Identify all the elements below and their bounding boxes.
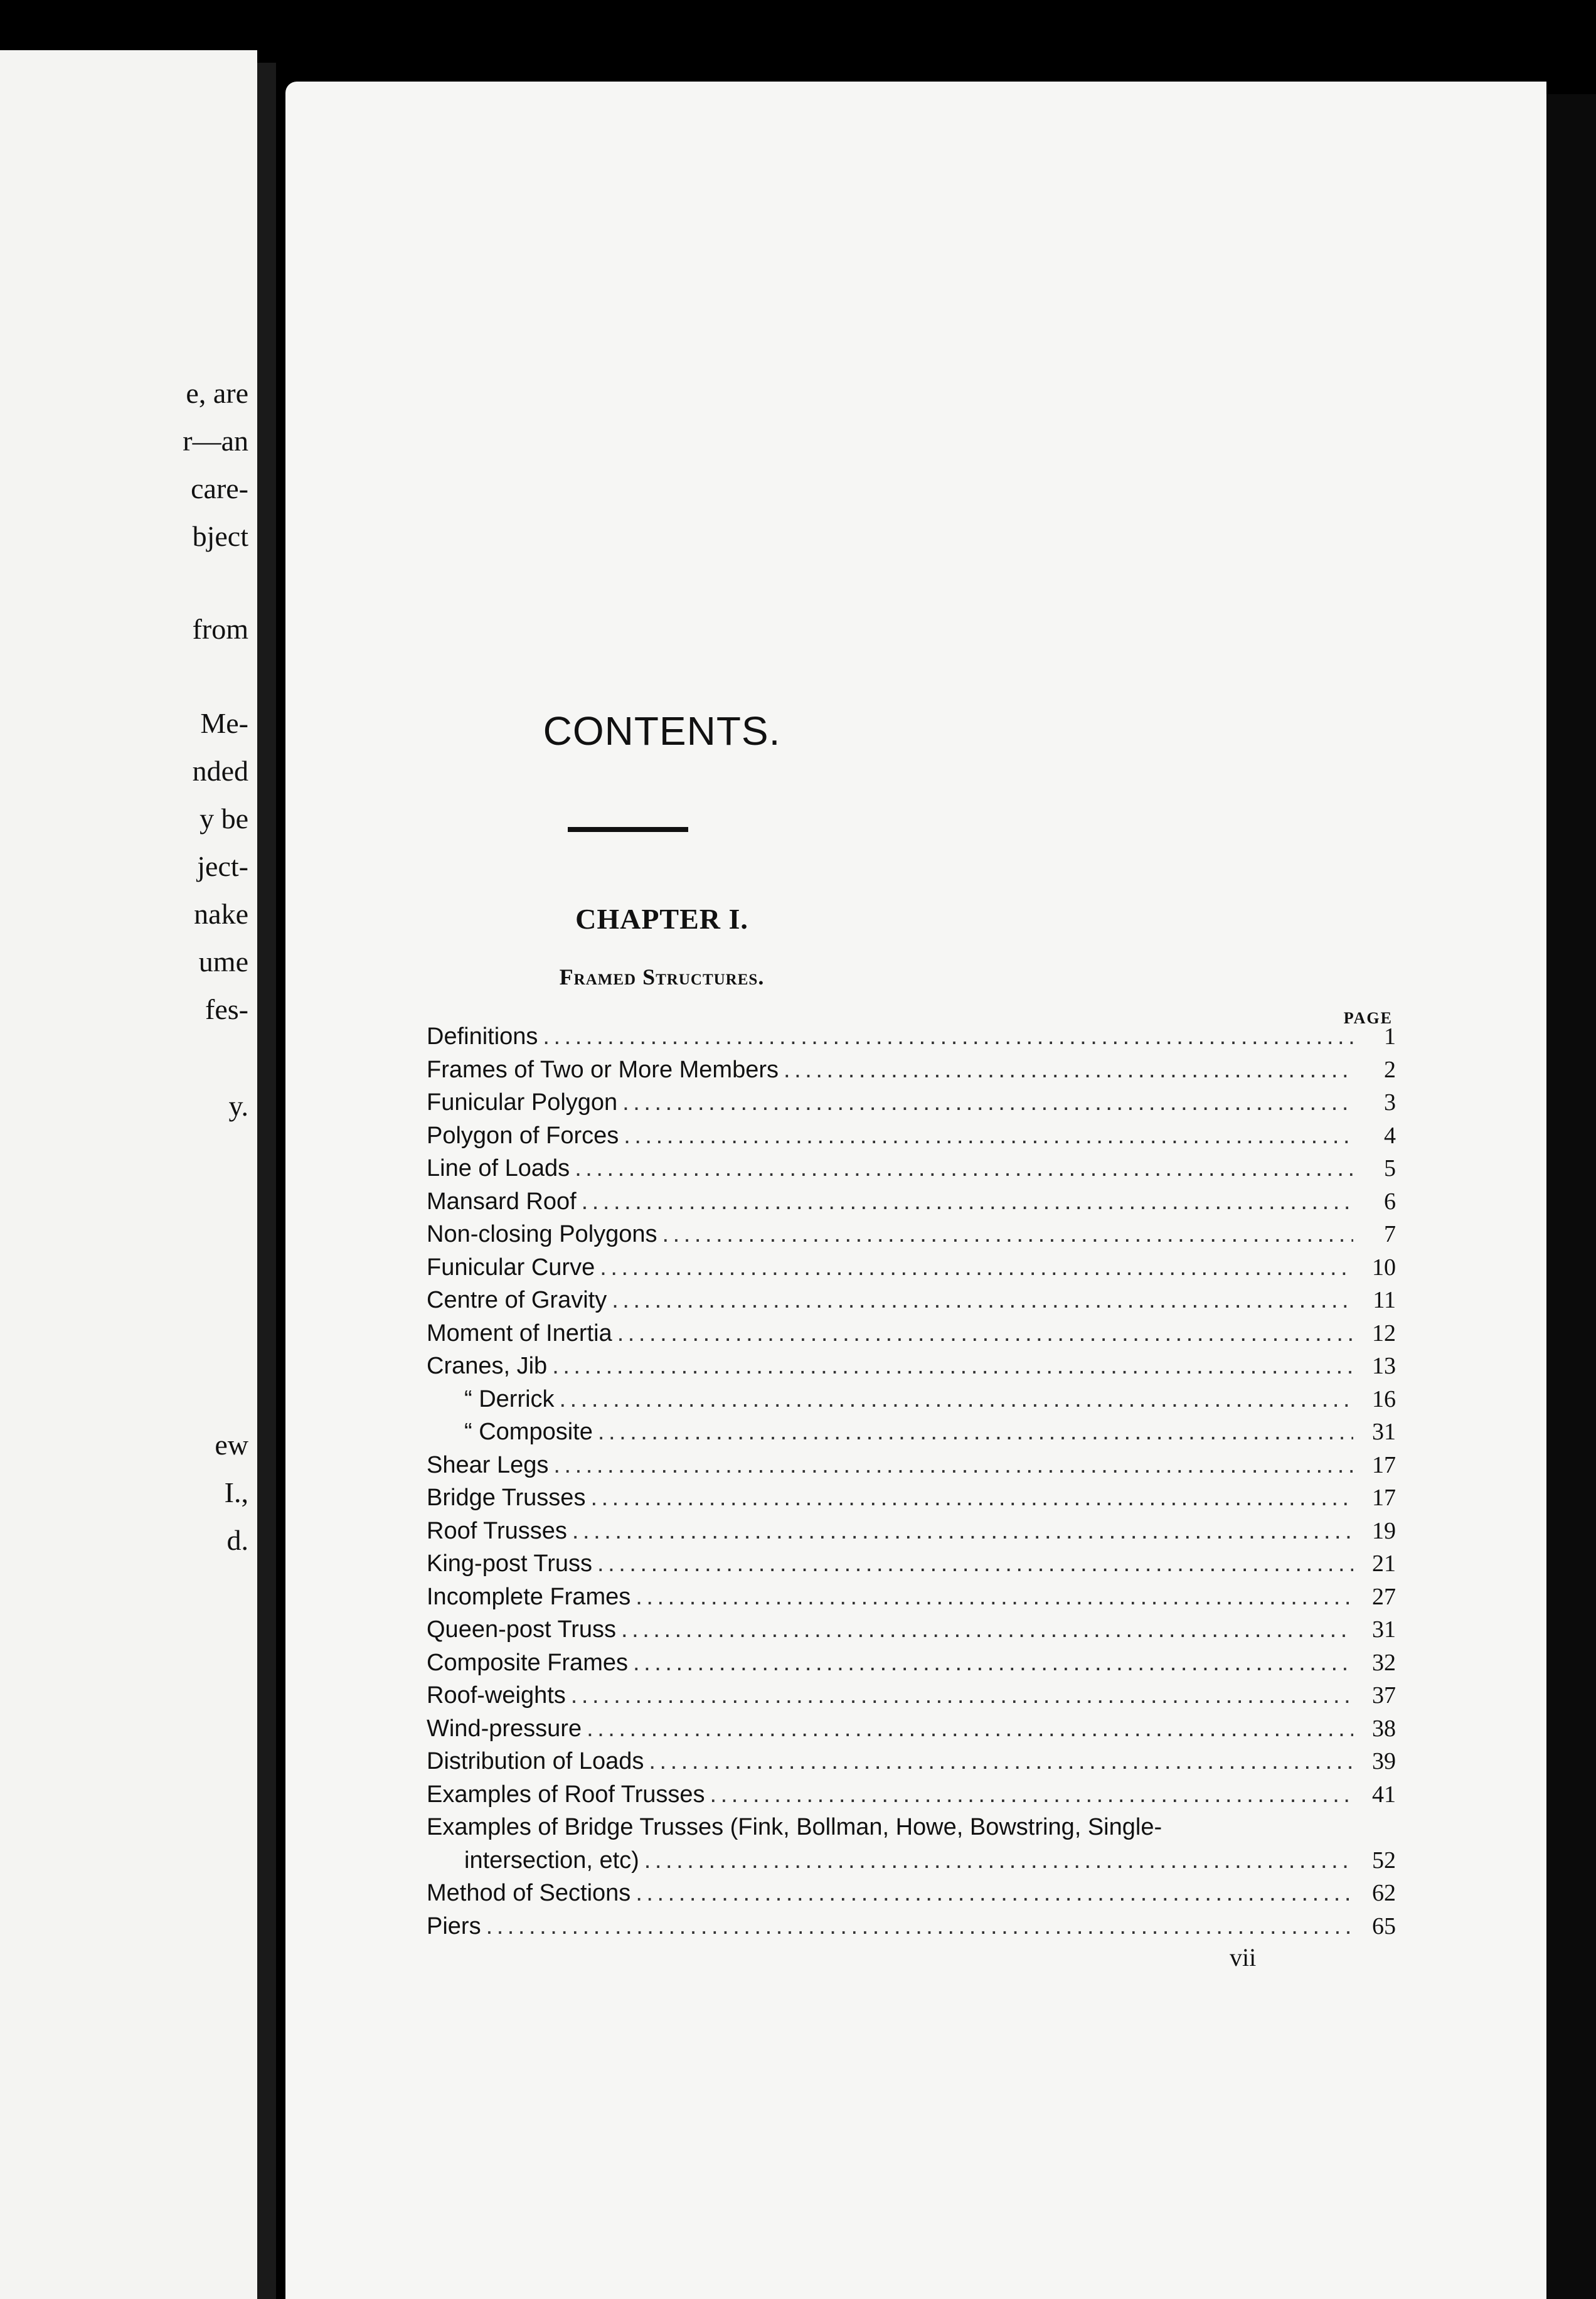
title-rule-divider: [568, 827, 688, 832]
left-text-fragment: bject: [192, 520, 248, 552]
toc-entry-page: 31: [1372, 1616, 1396, 1643]
left-text-fragment: ume: [198, 946, 248, 978]
toc-dot-leader: [612, 1284, 1353, 1317]
toc-entry-page: 17: [1372, 1451, 1396, 1478]
toc-entry-page: 13: [1372, 1353, 1396, 1379]
toc-entry-label: Wind-pressure: [427, 1715, 582, 1742]
toc-entry-page: 2: [1384, 1056, 1396, 1083]
toc-entry-label: Definitions: [427, 1023, 538, 1050]
toc-entry-page: 1: [1384, 1023, 1396, 1050]
left-facing-page: [0, 50, 257, 2299]
left-text-fragment: y be: [200, 803, 248, 835]
toc-dot-leader: [597, 1547, 1353, 1581]
toc-entry-page: 37: [1372, 1682, 1396, 1709]
toc-entry-label: Funicular Polygon: [427, 1089, 618, 1116]
toc-entry-label: Composite Frames: [427, 1649, 628, 1676]
toc-entry-page: 3: [1384, 1089, 1396, 1116]
toc-entry-label: “ Derrick: [464, 1385, 555, 1412]
toc-dot-leader: [624, 1119, 1353, 1153]
toc-entry-label: Roof Trusses: [427, 1517, 567, 1544]
toc-entry: [427, 1251, 1396, 1284]
left-text-fragment: I.,: [224, 1476, 248, 1508]
toc-entry-label: Mansard Roof: [427, 1188, 577, 1215]
toc-entry: [427, 1745, 1396, 1778]
left-text-fragment: from: [192, 613, 248, 645]
toc-entry-label: Frames of Two or More Members: [427, 1056, 779, 1083]
toc-entry-page: 62: [1372, 1880, 1396, 1906]
toc-entry-label: “ Composite: [464, 1419, 593, 1445]
toc-entry-label: Queen-post Truss: [427, 1616, 617, 1643]
left-text-fragment: fes-: [205, 993, 248, 1025]
toc-dot-leader: [560, 1383, 1353, 1416]
toc-entry-label: Polygon of Forces: [427, 1122, 619, 1149]
toc-entry-label: Method of Sections: [427, 1880, 631, 1906]
left-text-fragment: ew: [215, 1429, 248, 1461]
toc-entry-label: Piers: [427, 1912, 481, 1939]
toc-entry-page: 12: [1372, 1320, 1396, 1347]
toc-entry: [427, 1119, 1396, 1153]
toc-entry: [427, 1844, 1396, 1877]
toc-dot-leader: [636, 1877, 1353, 1910]
toc-entry: [427, 1481, 1396, 1515]
toc-entry-page: 41: [1372, 1781, 1396, 1808]
page-number: vii: [1230, 1943, 1257, 1971]
toc-entry: [427, 1877, 1396, 1910]
toc-entry-page: 65: [1372, 1912, 1396, 1939]
toc-entry: [427, 1778, 1396, 1811]
toc-entry: [427, 1712, 1396, 1746]
toc-entry: [427, 1152, 1396, 1185]
toc-dot-leader: [784, 1053, 1353, 1087]
toc-entry-page: 52: [1372, 1847, 1396, 1874]
toc-entry-label: Shear Legs: [427, 1451, 549, 1478]
toc-entry-page: 10: [1372, 1254, 1396, 1281]
toc-entry: [427, 1910, 1396, 1943]
toc-entry: [427, 1613, 1396, 1646]
toc-entry-label: Centre of Gravity: [427, 1287, 607, 1313]
toc-dot-leader: [575, 1152, 1353, 1185]
toc-dot-leader: [662, 1218, 1353, 1251]
toc-entry-label: Bridge Trusses: [427, 1485, 586, 1511]
toc-entry: [427, 1449, 1396, 1482]
left-text-fragment: care-: [191, 472, 248, 504]
toc-entry: [427, 1547, 1396, 1581]
toc-entry-page: 19: [1372, 1517, 1396, 1544]
toc-entry: [427, 1020, 1396, 1053]
toc-entry: [427, 1581, 1396, 1614]
left-text-fragment: nake: [194, 898, 248, 930]
toc-entry: [427, 1646, 1396, 1680]
left-text-fragment: r—an: [183, 425, 248, 457]
chapter-heading: CHAPTER I.: [575, 903, 748, 935]
toc-entry-label: Examples of Roof Trusses: [427, 1781, 705, 1808]
toc-dot-leader: [590, 1481, 1353, 1515]
toc-entry: [427, 1086, 1396, 1119]
toc-dot-leader: [582, 1185, 1353, 1219]
toc-entry-page: 39: [1372, 1748, 1396, 1774]
toc-dot-leader: [600, 1251, 1353, 1284]
toc-entry-label: Cranes, Jib: [427, 1353, 548, 1379]
page-title: CONTENTS.: [543, 708, 781, 754]
toc-entry: [427, 1284, 1396, 1317]
toc-dot-leader: [552, 1350, 1353, 1383]
toc-entry: [427, 1185, 1396, 1219]
page-edge-shadow: [1546, 94, 1596, 2299]
toc-entry-page: 6: [1384, 1188, 1396, 1215]
toc-entry-label: Roof-weights: [427, 1682, 566, 1709]
toc-entry-label: King-post Truss: [427, 1550, 592, 1577]
toc-dot-leader: [553, 1449, 1353, 1482]
chapter-subtitle: Framed Structures.: [559, 964, 765, 989]
toc-dot-leader: [644, 1844, 1353, 1877]
toc-entry: [427, 1350, 1396, 1383]
toc-entry-label: Non-closing Polygons: [427, 1221, 657, 1247]
toc-dot-leader: [486, 1910, 1353, 1943]
toc-entry: [427, 1053, 1396, 1087]
toc-entry-page: 4: [1384, 1122, 1396, 1149]
toc-entry-label: intersection, etc): [464, 1847, 639, 1874]
toc-entry-page: 5: [1384, 1155, 1396, 1182]
toc-entry: [427, 1383, 1396, 1416]
toc-entry-page: 31: [1372, 1419, 1396, 1445]
toc-entry-page: 27: [1372, 1583, 1396, 1610]
toc-entry-label: Distribution of Loads: [427, 1748, 644, 1774]
toc-entry-label: Funicular Curve: [427, 1254, 595, 1281]
toc-dot-leader: [649, 1745, 1353, 1778]
left-text-fragment: ject-: [197, 850, 248, 882]
toc-dot-leader: [710, 1778, 1353, 1811]
toc-dot-leader: [571, 1679, 1353, 1712]
table-of-contents: [427, 1020, 1396, 1943]
left-text-fragment: nded: [192, 755, 248, 787]
page-column-label: PAGE: [1343, 1009, 1393, 1027]
toc-entry-page: 16: [1372, 1385, 1396, 1412]
toc-entry-label: Moment of Inertia: [427, 1320, 612, 1347]
toc-entry-label: Examples of Bridge Trusses (Fink, Bollman, Howe, Bowstring, Single-: [427, 1814, 1162, 1840]
toc-dot-leader: [598, 1416, 1353, 1449]
toc-entry-page: 11: [1373, 1287, 1396, 1313]
left-text-fragment: e, are: [186, 377, 248, 409]
toc-entry: [427, 1515, 1396, 1548]
toc-dot-leader: [587, 1712, 1353, 1746]
toc-entry-page: 21: [1372, 1550, 1396, 1577]
toc-entry-page: 32: [1372, 1649, 1396, 1676]
left-text-fragment: y.: [228, 1090, 248, 1122]
toc-dot-leader: [622, 1086, 1353, 1119]
toc-dot-leader: [636, 1581, 1353, 1614]
toc-entry-page: 38: [1372, 1715, 1396, 1742]
toc-dot-leader: [621, 1613, 1353, 1646]
left-text-fragment: d.: [226, 1524, 248, 1556]
toc-entry: [427, 1218, 1396, 1251]
toc-dot-leader: [572, 1515, 1353, 1548]
toc-dot-leader: [543, 1020, 1353, 1053]
toc-entry: [427, 1811, 1396, 1844]
toc-entry: [427, 1679, 1396, 1712]
toc-entry-label: Incomplete Frames: [427, 1583, 631, 1610]
toc-dot-leader: [617, 1317, 1353, 1350]
toc-entry: [427, 1416, 1396, 1449]
book-gutter: [257, 63, 276, 2299]
toc-entry-page: 7: [1384, 1221, 1396, 1247]
toc-entry-label: Line of Loads: [427, 1155, 570, 1182]
toc-dot-leader: [633, 1646, 1353, 1680]
left-text-fragment: Me-: [200, 707, 248, 739]
toc-entry-page: 17: [1372, 1485, 1396, 1511]
toc-entry: [427, 1317, 1396, 1350]
